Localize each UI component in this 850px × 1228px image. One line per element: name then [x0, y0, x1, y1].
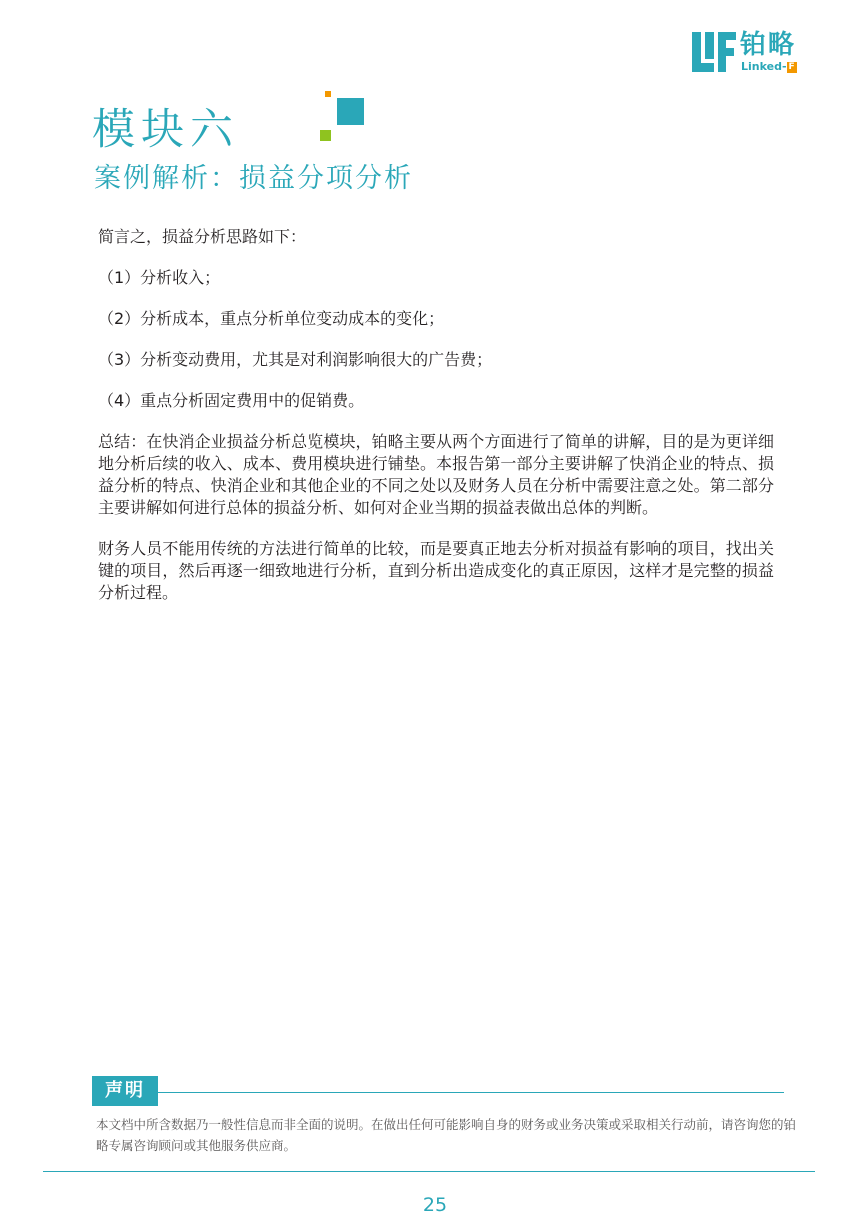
declaration-divider [158, 1092, 784, 1093]
decorative-squares-icon [316, 90, 366, 142]
declaration-text: 本文档中所含数据乃一般性信息而非全面的说明。在做出任何可能影响自身的财务或业务决策或采取相关行动前，请咨询您的铂略专属咨询顾问或其他服务供应商。 [96, 1117, 797, 1153]
intro-text: 简言之，损益分析思路如下： [98, 227, 307, 246]
declaration-label: 声明 [92, 1076, 158, 1106]
list-item: （2）分析成本，重点分析单位变动成本的变化； [98, 309, 445, 328]
list-item: （4）重点分析固定费用中的促销费。 [98, 391, 365, 410]
logo-chinese-name: 铂略 [740, 30, 797, 60]
list-item: （3）分析变动费用，尤其是对利润影响很大的广告费； [98, 350, 493, 369]
brand-logo [692, 30, 812, 75]
logo-english-text: Linked- [741, 60, 787, 73]
summary-paragraph: 总结：在快消企业损益分析总览模块，铂略主要从两个方面进行了简单的讲解，目的是为更详细地分析后续的收入、成本、费用模块进行铺垫。本报告第一部分主要讲解了快消企业的特点、损益分析的特点、快消企业和其他企业的不同之处以及财务人员在分析中需要注意之处。第二部分主要讲解如何进行总体的损益分析、如何对企业当期的损益表做出总体的判断。 [98, 432, 774, 517]
list-item: （1）分析收入； [98, 268, 221, 287]
module-title: 模块六 [92, 105, 239, 155]
body-content [98, 226, 774, 623]
footer-divider [43, 1171, 815, 1172]
page-number: 25 [422, 1194, 448, 1216]
linked-f-logo-icon [692, 32, 736, 72]
logo-f-badge: F [788, 62, 795, 72]
advice-paragraph: 财务人员不能用传统的方法进行简单的比较，而是要真正地去分析对损益有影响的项目，找出关键的项目，然后再逐一细致地进行分析，直到分析出造成变化的真正原因，这样才是完整的损益分析过程。 [98, 539, 774, 602]
module-subtitle: 案例解析：损益分项分析 [94, 163, 413, 194]
logo-english-name [741, 60, 797, 74]
